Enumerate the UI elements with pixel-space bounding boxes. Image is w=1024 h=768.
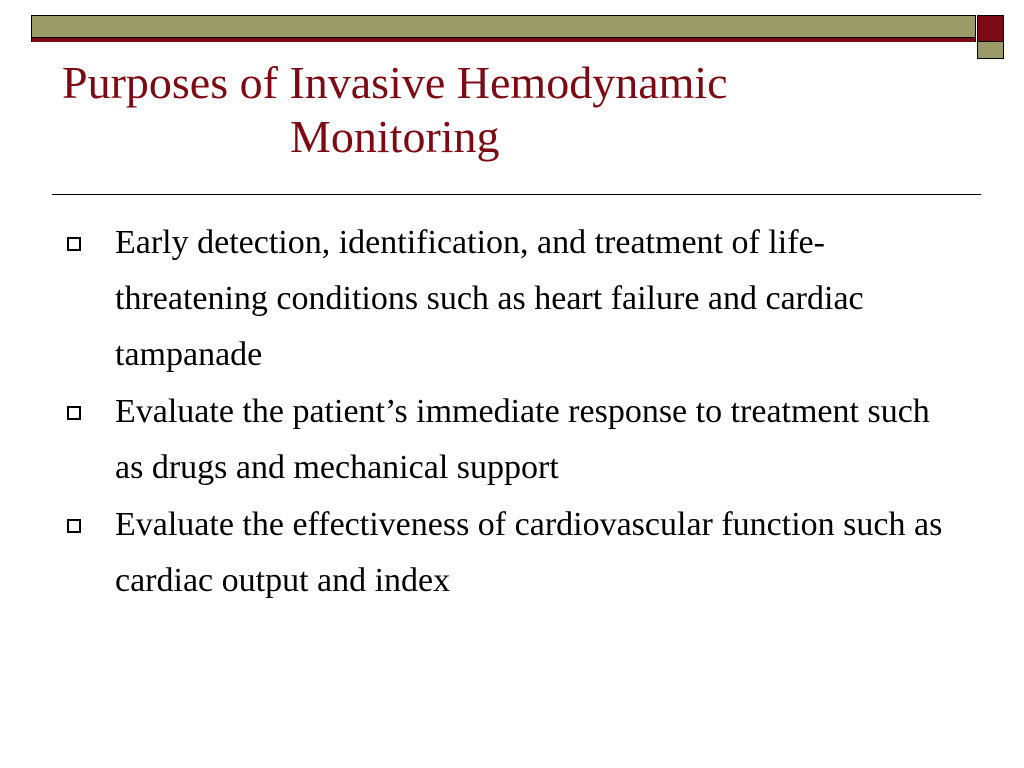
slide-title-line-2: Monitoring — [290, 111, 500, 162]
bullet-item — [64, 215, 944, 383]
bullet-text: Early detection, identification, and treatment of life-threatening conditions such as heart failure and cardiac tampanade — [115, 224, 864, 373]
bullet-item — [64, 384, 944, 496]
bullet-text: Evaluate the patient’s immediate response to treatment such as drugs and mechanical support — [115, 393, 930, 486]
corner-red-block — [977, 15, 1004, 42]
title-divider — [52, 194, 981, 195]
bullet-item — [64, 497, 944, 609]
hollow-square-bullet-icon — [67, 519, 81, 533]
slide-title-line-1: Purposes of Invasive Hemodynamic — [62, 57, 728, 108]
hollow-square-bullet-icon — [67, 237, 81, 251]
hollow-square-bullet-icon — [67, 406, 81, 420]
header-decoration-band — [31, 15, 976, 42]
bullet-text: Evaluate the effectiveness of cardiovascular function such as cardiac output and index — [115, 506, 943, 599]
header-red-stripe — [32, 38, 975, 42]
header-olive-stripe — [32, 16, 975, 38]
corner-olive-block — [977, 41, 1004, 59]
bullet-list — [64, 215, 944, 610]
slide-title — [62, 56, 962, 164]
